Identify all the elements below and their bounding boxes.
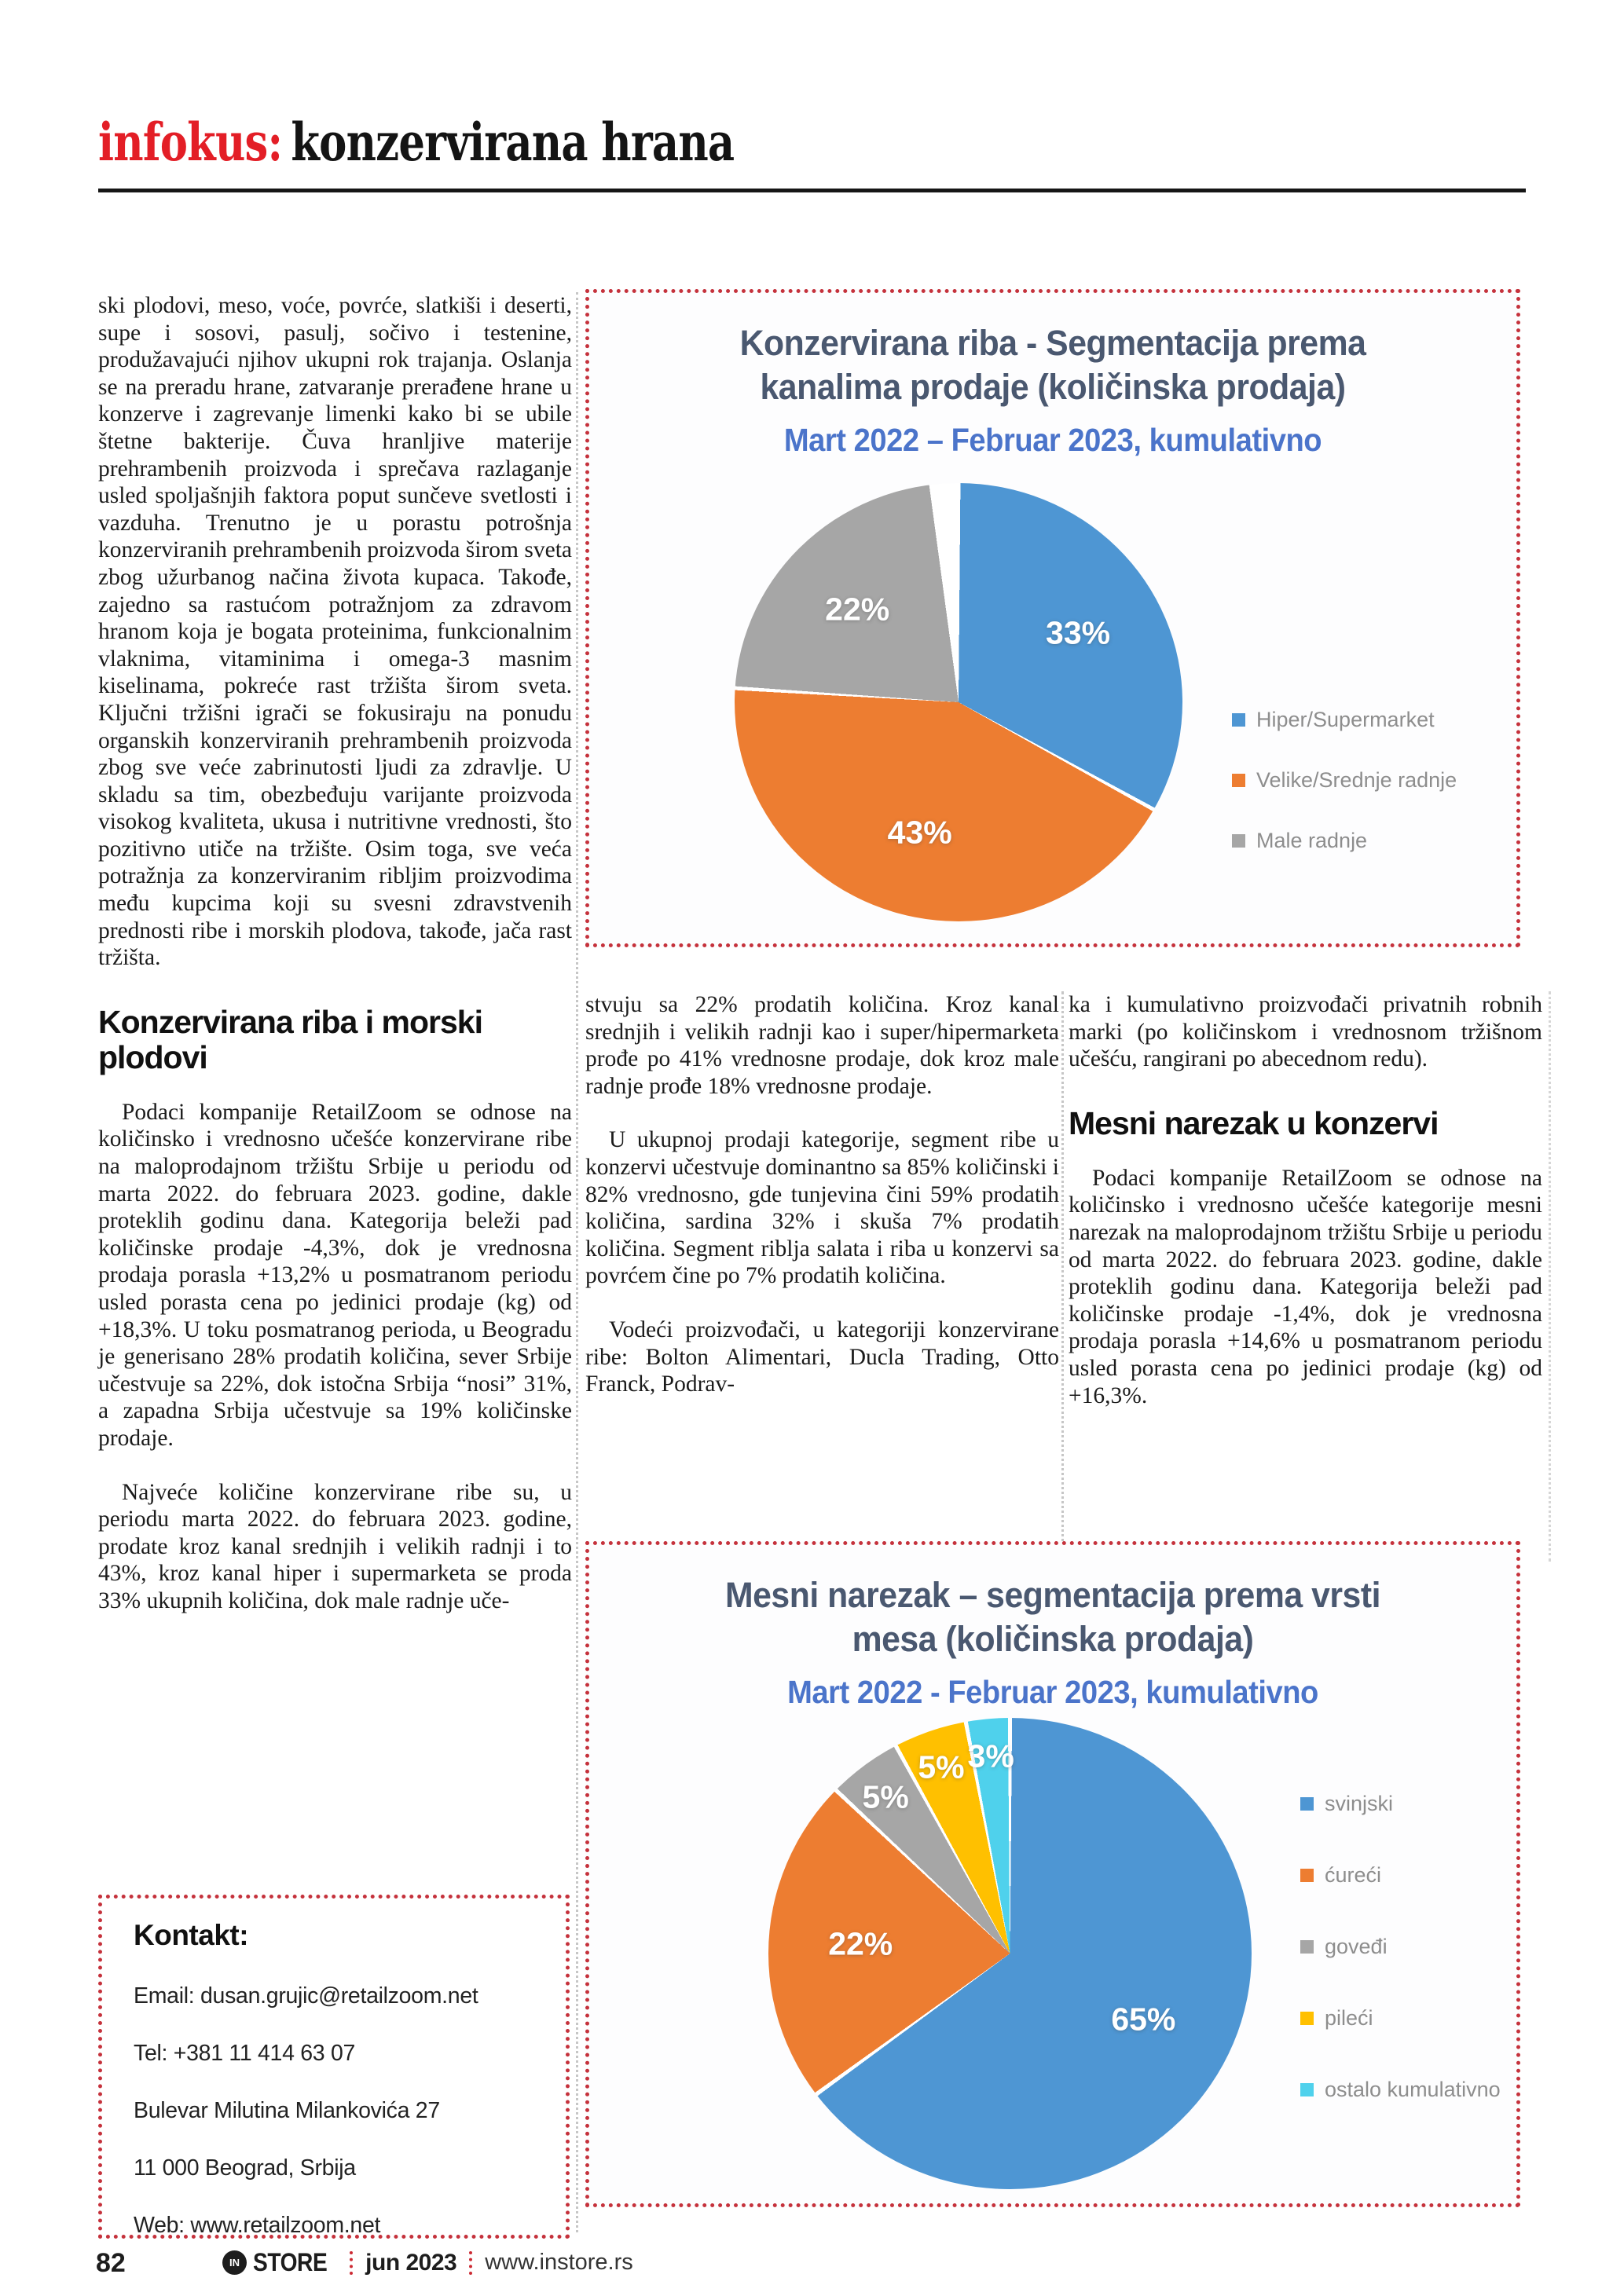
page-number: 82 bbox=[96, 2248, 126, 2278]
article-column-3 bbox=[1069, 991, 1542, 1409]
chart-subtitle: Mart 2022 – Februar 2023, kumulativno bbox=[783, 422, 1322, 458]
contact-address: Bulevar Milutina Milankovića 27 bbox=[134, 2098, 440, 2123]
chart-title: Mesni narezak – segmentacija prema vrsti mesa (količinska prodaja) bbox=[724, 1575, 1381, 1659]
instore-logo-icon: IN bbox=[222, 2250, 247, 2275]
chart-title: Konzervirana riba - Segmentacija prema kanalima prodaje (količinska prodaja) bbox=[739, 323, 1366, 407]
pie-chart-canned-fish bbox=[735, 483, 1182, 921]
footer-divider bbox=[469, 2251, 472, 2275]
contact-phone: Tel: +381 11 414 63 07 bbox=[134, 2041, 356, 2066]
footer-brand-name: STORE bbox=[253, 2248, 328, 2276]
legend-swatch-icon bbox=[1232, 713, 1245, 727]
legend-label: Hiper/Supermarket bbox=[1256, 708, 1435, 731]
footer-divider bbox=[350, 2251, 353, 2275]
legend-label: Male radnje bbox=[1256, 829, 1368, 852]
pie-slice-label: 3% bbox=[967, 1738, 1014, 1774]
pie-slice-label: 5% bbox=[862, 1778, 909, 1815]
page-footer bbox=[0, 2248, 1624, 2287]
pie-slice-label: 22% bbox=[825, 591, 890, 628]
pie-slice-label: 5% bbox=[918, 1749, 965, 1785]
paragraph: ski plodovi, meso, voće, povrće, slatkiši i deserti, supe i sosovi, pasulj, sočivo i testenine, produžavajući njihov ukupni rok trajanja. Oslanja se na preradu hrane, zatvaranje prerađene hrane u konzerve i zagrevanje limenki kako bi se ubile štetne bakterije. Čuva hranljive materije prehrambenih proizvoda i sprečava razlaganje usled spoljašnjih faktora poput sunčeve svetlosti i vazduha. Trenutno je u porastu potrošnja konzerviranih prehrambenih proizvoda širom sveta zbog užurbanog načina života kupaca. Takođe, zajedno sa rastućom potražnjom za zdravom hranom koja je bogata proteinima, funkcionalnim vlaknima, vitaminima i omega-3 masnim kiselinama, pokreće rast tržišta širom sveta. Ključni tržišni igrači se fokusiraju na ponudu organskih konzerviranih prehrambenih proizvoda zbog sve veće zabrinutosti ljudi za zdravlje. U skladu sa tim, obezbeđuju varijante proizvoda visokog kvaliteta, ukusa i nutritivne vrednosti, što pozitivno utiče na tržište. Osim toga, sve veća potražnja za konzerviranim ribljim proizvodima među kupcima koji su svesni zdravstvenih prednosti ribe i morskih plodova, takođe, jača rast tržišta. bbox=[98, 293, 572, 971]
article-column-1 bbox=[98, 292, 572, 1615]
legend-label: ostalo kumulativno bbox=[1325, 2078, 1501, 2101]
footer-brand-row bbox=[222, 2248, 633, 2277]
legend-label: Velike/Srednje radnje bbox=[1256, 768, 1457, 792]
section-tag: infokus: bbox=[98, 112, 283, 173]
paragraph: Podaci kompanije RetailZoom se odnose na količinsko i vrednosno učešće kategorije mesni narezak na maloprodajnom tržištu Srbije u periodu od marta 2022. do februara 2023. godine, dakle proteklih godinu dana. Kategorija beleži pad količinske prodaje -1,4%, dok je vrednosna prodaja porasla +14,6% u posmatranom periodu usled porasta cena po jedinici prodaje (kg) od +16,3%. bbox=[1069, 1165, 1542, 1408]
chart-legend bbox=[1300, 1792, 1501, 2102]
column-divider bbox=[1549, 991, 1551, 1562]
section-heading-canned-fish: Konzervirana riba i morski plodovi bbox=[98, 1003, 482, 1075]
legend-item-0 bbox=[1300, 1792, 1501, 1816]
chart-meat-spread-types bbox=[585, 1541, 1520, 2207]
legend-swatch-icon bbox=[1232, 774, 1245, 787]
contact-box bbox=[98, 1895, 570, 2239]
footer-issue-date: jun 2023 bbox=[365, 2249, 457, 2276]
paragraph: U ukupnoj prodaji kategorije, segment ribe u konzervi učestvuje dominantno sa 85% količinski i 82% vrednosno, gde tunjevina čini 59% prodatih količina, sardina 32% i skuša 7% prodatih količina. Segment riblja salata i riba u konzervi sa povrćem čine po 7% prodatih količina. bbox=[585, 1127, 1059, 1289]
article-column-2 bbox=[585, 991, 1059, 1398]
pie-chart-meat-spread bbox=[768, 1718, 1252, 2189]
legend-label: ćureći bbox=[1325, 1863, 1382, 1887]
contact-email: Email: dusan.grujic@retailzoom.net bbox=[134, 1983, 478, 2009]
contact-heading: Kontakt: bbox=[134, 1919, 249, 1951]
pie-slice-label: 65% bbox=[1111, 2001, 1176, 2038]
legend-item-1 bbox=[1300, 1863, 1501, 1888]
legend-item-1 bbox=[1232, 768, 1457, 793]
paragraph: Najveće količine konzervirane ribe su, u periodu marta 2022. do februara 2023. godine, prodate kroz kanal srednjih i velikih radnji i to 43%, kroz kanal hiper i supermarketa se proda 33% ukupnih količina, dok male radnje uče- bbox=[98, 1479, 572, 1613]
paragraph: ka i kumulativno proizvođači privatnih robnih marki (po količinskom i vrednosnom tržišnom učešću, rangirani po abecednom redu). bbox=[1069, 992, 1542, 1072]
legend-item-0 bbox=[1232, 708, 1457, 732]
legend-item-2 bbox=[1232, 829, 1457, 853]
pie-slice-label: 43% bbox=[887, 814, 952, 851]
chart-legend bbox=[1232, 708, 1457, 853]
section-heading-canned-meat: Mesni narezak u konzervi bbox=[1069, 1104, 1439, 1141]
footer-website: www.instore.rs bbox=[485, 2250, 633, 2275]
legend-label: svinjski bbox=[1325, 1792, 1394, 1815]
header-rule bbox=[98, 189, 1526, 192]
magazine-section-title bbox=[98, 112, 735, 173]
legend-swatch-icon bbox=[1300, 2012, 1314, 2025]
contact-city: 11 000 Beograd, Srbija bbox=[134, 2155, 356, 2181]
page-title: konzervirana hrana bbox=[291, 112, 735, 173]
legend-swatch-icon bbox=[1300, 1797, 1314, 1811]
pie-slice-label: 22% bbox=[828, 1925, 893, 1962]
chart-subtitle: Mart 2022 - Februar 2023, kumulativno bbox=[787, 1674, 1318, 1710]
legend-item-4 bbox=[1300, 2078, 1501, 2102]
legend-swatch-icon bbox=[1300, 2083, 1314, 2096]
pie-slice-label: 33% bbox=[1046, 614, 1111, 651]
paragraph: Podaci kompanije RetailZoom se odnose na količinsko i vrednosno učešće konzervirane ribe na maloprodajnom tržištu Srbije u periodu od marta 2022. do februara 2023. godine, dakle proteklih godinu dana. Kategorija beleži pad količinske prodaje -4,3%, dok je vrednosna prodaja porasla +13,2% u posmatranom periodu usled porasta cena po jedinici prodaje (kg) od +18,3%. U toku posmatranog perioda, u Beogradu je generisano 28% prodatih količina, sever Srbije učestvuje sa 22%, dok istočna Srbija “nosi” 31%, a zapadna Srbija učestvuje sa 19% količinske prodaje. bbox=[98, 1099, 572, 1451]
legend-swatch-icon bbox=[1300, 1940, 1314, 1954]
chart-canned-fish-channels bbox=[585, 289, 1520, 947]
legend-swatch-icon bbox=[1300, 1869, 1314, 1882]
legend-label: goveđi bbox=[1325, 1935, 1388, 1958]
legend-item-2 bbox=[1300, 1935, 1501, 1959]
legend-item-3 bbox=[1300, 2006, 1501, 2031]
paragraph: stvuju sa 22% prodatih količina. Kroz kanal srednjih i velikih radnji kao i super/hipermarketa prođe po 41% vrednosne prodaje, dok kroz male radnje prođe 18% vrednosne prodaje. bbox=[585, 992, 1059, 1099]
legend-label: pileći bbox=[1325, 2006, 1373, 2030]
contact-website: Web: www.retailzoom.net bbox=[134, 2213, 381, 2238]
paragraph: Vodeći proizvođači, u kategoriji konzervirane ribe: Bolton Alimentari, Ducla Trading, Otto Franck, Podrav- bbox=[585, 1316, 1059, 1397]
column-divider bbox=[576, 292, 578, 2232]
column-divider bbox=[1061, 991, 1064, 1562]
legend-swatch-icon bbox=[1232, 834, 1245, 848]
